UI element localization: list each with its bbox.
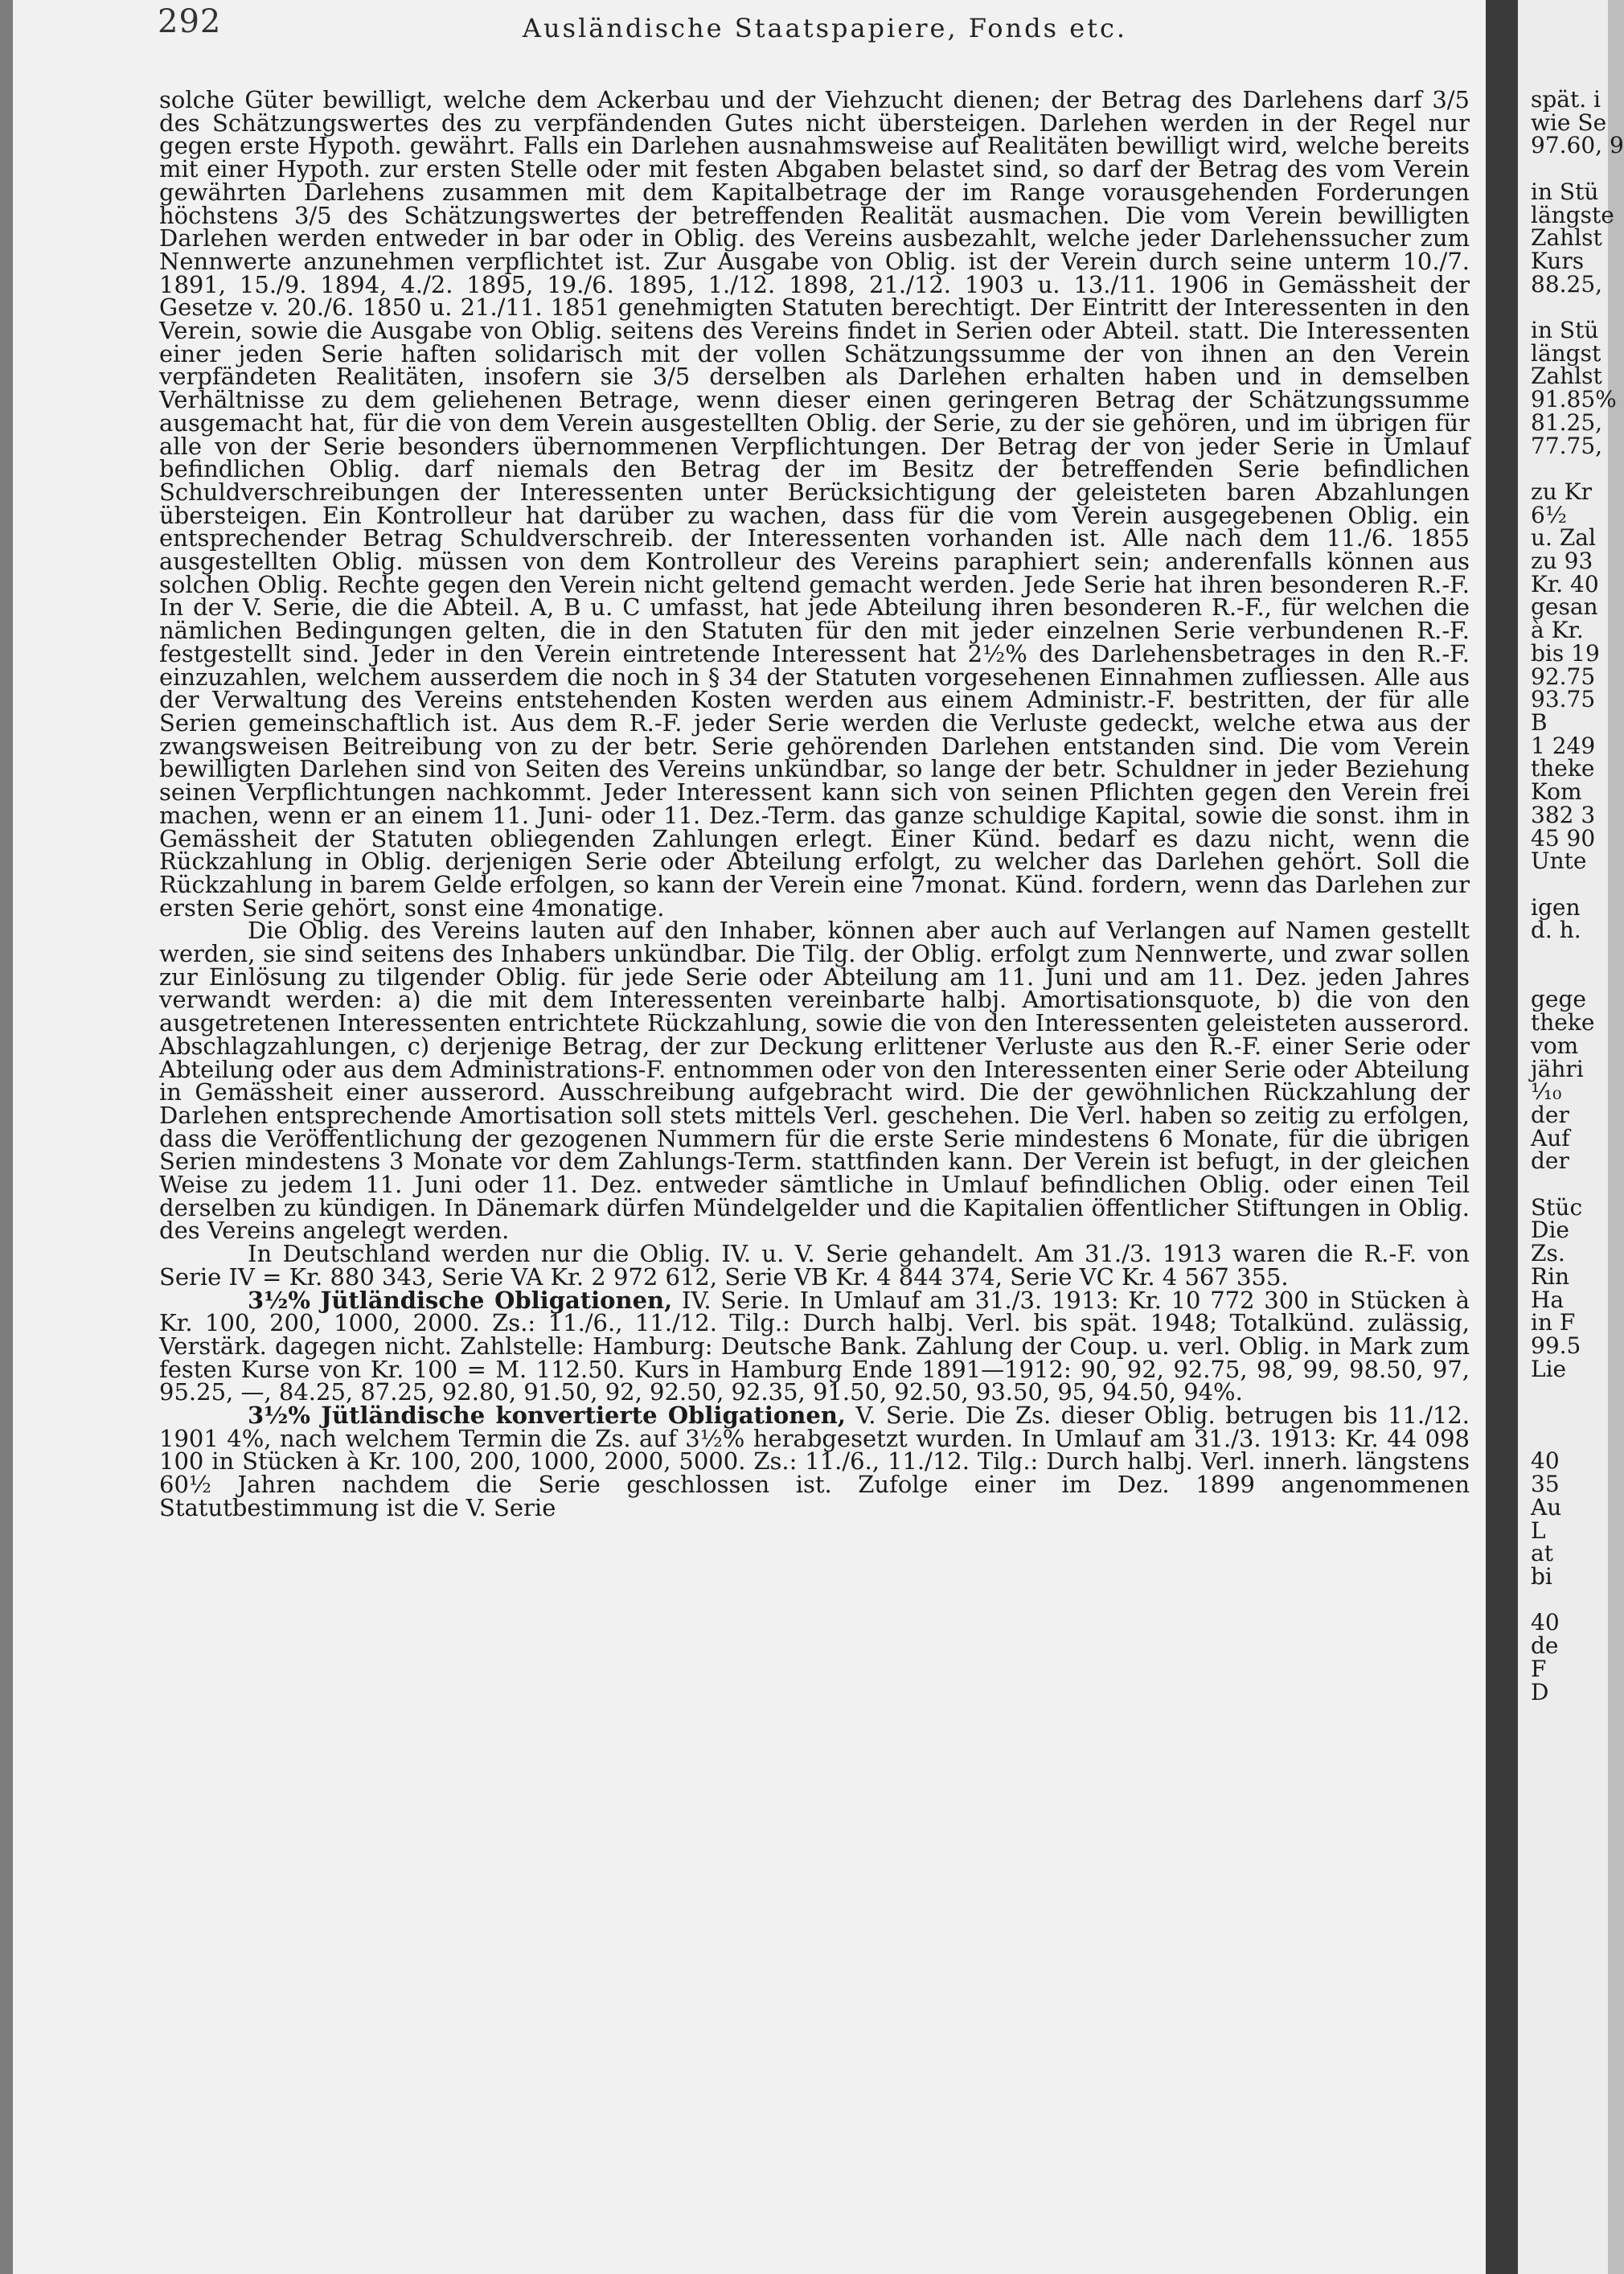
adjacent-page-fragment: 35: [1531, 1471, 1560, 1498]
book-page: [13, 0, 1486, 2274]
adjacent-page-fragment: wie Se: [1531, 109, 1607, 136]
adjacent-page-fragment: 6½: [1531, 501, 1567, 528]
paragraph-germany-trading: [159, 1240, 1470, 1291]
adjacent-page-fragment: 91.85%: [1531, 386, 1617, 413]
adjacent-page-fragment: [1518, 1589, 1608, 1612]
adjacent-page-fragment: à Kr.: [1531, 617, 1584, 644]
adjacent-page-fragment: 99.5: [1531, 1332, 1581, 1359]
paragraph-text: solche Güter bewilligt, welche dem Ackerbau und der Viehzucht dienen; der Betrag des Darlehens darf 3/5 des Schätzungswertes des zu verpfändenden Gutes nicht übersteigen. Darlehen werden in der Regel nur gegen erste Hypoth. gewährt. Falls ein Darlehen ausnahmsweise auf Realitäten bewilligt wird, welche bereits mit einer Hypoth. zur ersten Stelle oder mit festen Abgaben belastet sind, so darf der Betrag des vom Verein gewährten Darlehens zusammen mit dem Kapitalbetrage der im Range vorausgehenden Forderungen höchstens 3/5 des Schätzungswertes der betreffenden Realität ausmachen. Die vom Verein bewilligten Darlehen werden entweder in bar oder in Oblig. des Vereins ausbezahlt, welche jeder Darlehenssucher zum Nennwerte anzunehmen verpflichtet ist. Zur Ausgabe von Oblig. ist der Verein durch seine unterm 10./7. 1891, 15./9. 1894, 4./2. 1895, 19./6. 1895, 1./12. 1898, 21./12. 1903 u. 13./11. 1906 in Gemässheit der Gesetze v. 20./6. 1850 u. 21./11. 1851 genehmigten Statuten berechtigt. Der Eintritt der Interessenten in den Verein, sowie die Ausgabe von Oblig. seitens des Vereins findet in Serien oder Abteil. statt. Die Interessenten einer jeden Serie haften solidarisch mit der vollen Schätzungssumme der von ihnen an den Verein verpfändeten Realitäten, insofern sie 3/5 derselben als Darlehen erhalten haben und in demselben Verhältnisse zu dem geliehenen Betrage, wenn dieser einen geringeren Betrag der Schätzungssumme ausgemacht hat, für die von dem Verein ausgestellten Oblig. der Serie, zu der sie gehören, und im übrigen für alle von der Serie besonders übernommenen Verpflichtungen. Der Betrag der von jeder Serie in Umlauf befindlichen Oblig. darf niemals den Betrag der im Besitz der betreffenden Serie befindlichen Schuldverschreibungen der Interessenten unter Berücksichtigung der geleisteten baren Abzahlungen übersteigen. Ein Kontrolleur hat darüber zu wachen, dass für die vom Verein ausgegebenen Oblig. ein entsprechender Betrag Schuldverschreib. der Interessenten vorhanden ist. Alle nach dem 11./6. 1855 ausgestellten Oblig. müssen von dem Kontrolleur des Vereins paraphiert sein; anderenfalls können aus solchen Oblig. Rechte gegen den Verein nicht geltend gemacht werden. Jede Serie hat ihren besonderen R.-F. In der V. Serie, die die Abteil. A, B u. C umfasst, hat jede Abteilung ihren besonderen R.-F., für welchen die nämlichen Bedingungen gelten, die in den Statuten für den mit jeder einzelnen Serie verbundenen R.-F. festgestellt sind. Jeder in den Verein eintretende Interessent hat 2½% des Darlehensbetrages in den R.-F. einzuzahlen, welchem ausserdem die noch in § 34 der Statuten vorgesehenen Einnahmen zufliessen. Alle aus der Verwaltung des Vereins entstehenden Kosten werden aus einem Administr.-F. bestritten, der für alle Serien gemeinschaftlich ist. Aus dem R.-F. jeder Serie werden die Verluste gedeckt, welche etwa aus der zwangsweisen Beitreibung von zu der betr. Serie gehörenden Darlehen entstanden sind. Die vom Verein bewilligten Darlehen sind von Seiten des Vereins unkündbar, so lange der betr. Schuldner in jeder Beziehung seinen Verpflichtungen nachkommt. Jeder Interessent kann sich von seinen Pflichten gegen den Verein frei machen, wenn er an einem 11. Juni- oder 11. Dez.-Term. das ganze schuldige Kapital, sowie die sonst. ihm in Gemässheit der Statuten obliegenden Zahlungen erlegt. Einer Künd. bedarf es dazu nicht, wenn die Rückzahlung in Oblig. derjenigen Serie oder Abteilung erfolgt, zu welcher das Darlehen gehört. Soll die Rückzahlung in barem Gelde erfolgen, so kann der Verein eine 7monat. Künd. fordern, wenn das Darlehen zur ersten Serie gehört, sonst eine 4monatige.: [159, 86, 1470, 922]
adjacent-page-fragment: ¹⁄₁₀: [1531, 1078, 1562, 1106]
adjacent-page-fragment: 97.60, 9: [1531, 132, 1624, 159]
adjacent-page-text: [1518, 0, 1624, 1706]
adjacent-page-fragment: [1518, 1404, 1608, 1427]
entry-serie-v: [159, 1404, 1470, 1520]
adjacent-page-fragment: zu Kr: [1531, 478, 1592, 505]
entry-heading: 3½% Jütländische Obligationen,: [248, 1286, 673, 1314]
adjacent-page-fragment: längste: [1531, 201, 1614, 228]
running-head: [158, 3, 1492, 48]
adjacent-page-fragment: Zahlst: [1531, 224, 1602, 252]
adjacent-page-fragment: 382 3: [1531, 801, 1596, 828]
adjacent-page-fragment: vom: [1531, 1032, 1579, 1059]
adjacent-page-fragment: D: [1531, 1678, 1549, 1706]
adjacent-page-fragment: [1518, 296, 1608, 319]
adjacent-page-fragment: L: [1531, 1517, 1546, 1544]
entry-text: V. Serie. Die Zs. dieser Oblig. betrugen bis 11./12. 1901 4%, nach welchem Termin die Zs. auf 3½% herabgesetzt wurden. In Umlauf am 31./3. 1913: Kr. 44 098 100 in Stücken à Kr. 100, 200, 1000, 2000, 5000. Zs.: 11./6., 11./12. Tilg.: Durch halbj. Verl. innerh. längstens 60½ Jahren nachdem die Serie geschlossen ist. Zufolge einer im Dez. 1899 angenommenen Statutbestimmung ist die V. Serie: [159, 1402, 1470, 1521]
adjacent-page-fragment: [1518, 158, 1608, 181]
adjacent-page-fragment: der: [1531, 1101, 1569, 1128]
adjacent-page-fragment: F: [1531, 1655, 1547, 1682]
adjacent-page-fragment: jähri: [1531, 1055, 1584, 1082]
adjacent-page-fragment: d. h.: [1531, 917, 1581, 944]
adjacent-page-fragment: Kurs: [1531, 247, 1585, 274]
adjacent-page-fragment: theke: [1531, 755, 1595, 782]
adjacent-page-fragment: Au: [1531, 1493, 1562, 1521]
adjacent-page-fragment: bi: [1531, 1563, 1552, 1590]
adjacent-page-fragment: igen: [1531, 893, 1581, 921]
adjacent-page-fragment: 92.75: [1531, 663, 1596, 690]
adjacent-page-edge: [1518, 0, 1624, 2274]
adjacent-page-fragment: Ha: [1531, 1286, 1565, 1313]
adjacent-page-fragment: gege: [1531, 986, 1586, 1013]
adjacent-page-fragment: Unte: [1531, 848, 1587, 875]
adjacent-page-fragment: [1518, 458, 1608, 481]
adjacent-page-fragment: theke: [1531, 1009, 1595, 1036]
adjacent-page-fragment: bis 19: [1531, 639, 1600, 667]
paragraph-obligations: [159, 917, 1470, 1245]
adjacent-page-fragment: Zahlst: [1531, 363, 1602, 390]
adjacent-page-fragment: Die: [1531, 1217, 1569, 1244]
adjacent-page-fragment: [1518, 966, 1608, 989]
adjacent-page-fragment: B: [1531, 708, 1548, 736]
adjacent-page-fragment: Kr. 40: [1531, 570, 1599, 597]
adjacent-page-fragment: gesan: [1531, 593, 1598, 621]
adjacent-page-fragment: 40: [1531, 1609, 1560, 1636]
adjacent-page-fragment: spät. i: [1531, 86, 1601, 113]
adjacent-page-fragment: in F: [1531, 1309, 1576, 1336]
adjacent-page-fragment: [1518, 1427, 1608, 1451]
adjacent-page-fragment: [1518, 873, 1608, 897]
adjacent-page-fragment: [1518, 942, 1608, 966]
adjacent-page-fragment: Kom: [1531, 778, 1582, 806]
paragraph-text: Die Oblig. des Vereins lauten auf den Inhaber, können aber auch auf Verlangen auf Namen gestellt werden, sie sind seitens des Inhabers unkündbar. Die Tilg. der Oblig. erfolgt zum Nennwerte, und zwar sollen zur Einlösung zu tilgender Oblig. für jede Serie oder Abteilung am 11. Juni und am 11. Dez. jeden Jahres verwandt werden: a) die mit dem Interessenten vereinbarte halbj. Amortisationsquote, b) die von den ausgetretenen Interessenten entrichtete Rückzahlung, sowie die von den Interessenten geleisteten ausserord. Abschlagzahlungen, c) derjenige Betrag, der zur Deckung erlittener Verluste aus den R.-F. einer Serie oder Abteilung oder aus dem Administrations-F. entnommen oder von den Interessenten einer Serie oder Abteilung in Gemässheit einer ausserord. Ausschreibung aufgebracht wird. Die der gewöhnlichen Rückzahlung der Darlehen entsprechende Amortisation soll stets mittels Verl. geschehen. Die Verl. haben so zeitig zu erfolgen, dass die Veröffentlichung der gezogenen Nummern für die erste Serie mindestens 6 Monate, für die übrigen Serien mindestens 3 Monate vor dem Zahlungs-Term. stattfinden kann. Der Verein ist befugt, in der gleichen Weise zu jedem 11. Juni oder 11. Dez. entweder sämtliche in Umlauf befindlichen Oblig. oder einen Teil derselben zu kündigen. In Dänemark dürfen Mündelgelder und die Kapitalien öffentlicher Stiftungen in Oblig. des Vereins angelegt werden.: [159, 917, 1470, 1245]
entry-text: IV. Serie. In Umlauf am 31./3. 1913: Kr. 10 772 300 in Stücken à Kr. 100, 200, 1000, 2000. Zs.: 11./6., 11./12. Tilg.: Durch halbj. Verl. bis spät. 1948; Totalkünd. zulässig, Verstärk. dagegen nicht. Zahlstelle: Hamburg: Deutsche Bank. Zahlung der Coup. u. verl. Oblig. in Mark zum festen Kurse von Kr. 100 = M. 112.50. Kurs in Hamburg Ende 1891—1912: 90, 92, 92.75, 98, 99, 98.50, 97, 95.25, —, 84.25, 87.25, 92.80, 91.50, 92, 92.50, 92.35, 91.50, 92.50, 93.50, 95, 94.50, 94%.: [159, 1286, 1470, 1406]
adjacent-page-fragment: [1518, 1173, 1608, 1197]
adjacent-page-fragment: 77.75,: [1531, 432, 1603, 459]
adjacent-page-fragment: de: [1531, 1632, 1559, 1660]
paragraph-text: In Deutschland werden nur die Oblig. IV. u. V. Serie gehandelt. Am 31./3. 1913 waren die R.-F. von Serie IV = Kr. 880 343, Serie VA Kr. 2 972 612, Serie VB Kr. 4 844 374, Serie VC Kr. 4 567 355.: [159, 1240, 1470, 1291]
adjacent-page-fragment: Zs.: [1531, 1240, 1565, 1267]
book-gutter: [1486, 0, 1518, 2274]
adjacent-page-fragment: 81.25,: [1531, 408, 1603, 436]
adjacent-page-fragment: Stüc: [1531, 1193, 1583, 1221]
adjacent-page-fragment: Rin: [1531, 1262, 1570, 1290]
adjacent-page-fragment: Auf: [1531, 1124, 1570, 1151]
adjacent-page-fragment: 40: [1531, 1447, 1560, 1475]
adjacent-page-fragment: 45 90: [1531, 824, 1596, 852]
scan-left-edge: [0, 0, 13, 2274]
entry-serie-iv: [159, 1286, 1470, 1406]
body-text: [159, 88, 1470, 1520]
adjacent-page-fragment: längst: [1531, 339, 1601, 367]
entry-heading: 3½% Jütländische konvertierte Obligationen,: [248, 1402, 846, 1430]
adjacent-page-fragment: at: [1531, 1540, 1553, 1567]
adjacent-page-fragment: zu 93: [1531, 548, 1593, 575]
adjacent-page-fragment: in Stü: [1531, 317, 1599, 344]
page-number: 292: [158, 3, 222, 40]
adjacent-page-fragment: 88.25,: [1531, 270, 1603, 298]
adjacent-page-fragment: u. Zal: [1531, 524, 1596, 552]
paragraph-statutes: [159, 86, 1470, 922]
adjacent-page-fragment: in Stü: [1531, 178, 1599, 205]
adjacent-page-fragment: [1518, 1381, 1608, 1404]
adjacent-page-fragment: 1 249: [1531, 732, 1596, 759]
adjacent-page-fragment: 93.75: [1531, 686, 1596, 713]
adjacent-page-fragment: Lie: [1531, 1355, 1567, 1382]
adjacent-page-fragment: der: [1531, 1147, 1569, 1175]
page-title: Ausländische Staatspapiere, Fonds etc.: [522, 13, 1128, 43]
